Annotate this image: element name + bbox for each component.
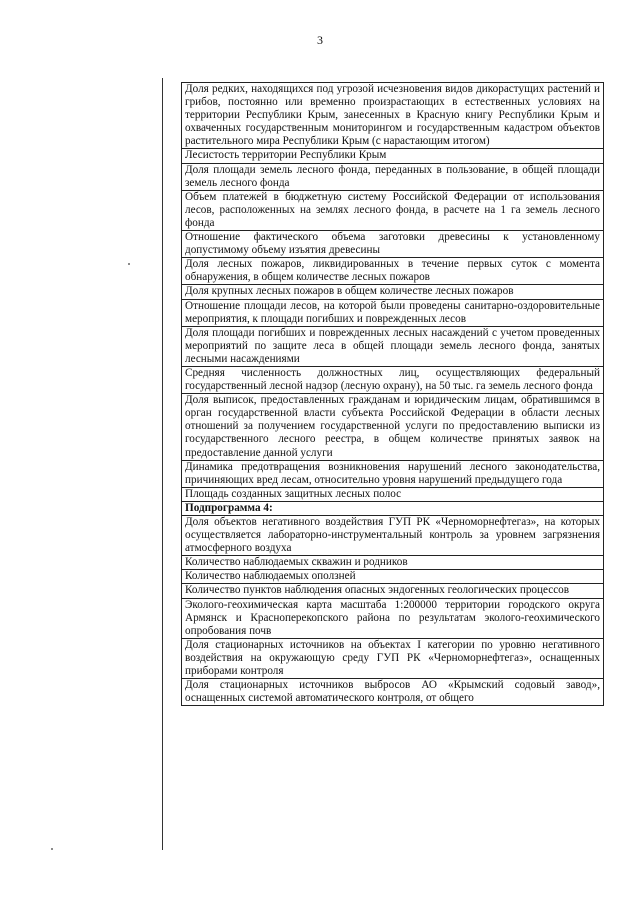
table-row <box>182 83 604 149</box>
indicator-cell: Доля крупных лесных пожаров в общем количестве лесных пожаров <box>182 285 604 299</box>
table-row <box>182 638 604 678</box>
table-row <box>182 487 604 501</box>
table-row <box>182 149 604 163</box>
indicator-cell: Доля площади погибших и поврежденных лесных насаждений с учетом проведенных мероприятий по защите леса в общей площади земель лесного фонда, занятых лесными насаждениями <box>182 326 604 366</box>
scan-speck <box>128 263 130 265</box>
indicator-cell: Количество наблюдаемых оползней <box>182 570 604 584</box>
table-row <box>182 556 604 570</box>
indicator-cell: Количество наблюдаемых скважин и родников <box>182 556 604 570</box>
table-row <box>182 460 604 487</box>
indicator-cell: Доля объектов негативного воздействия ГУП РК «Черноморнефтегаз», на которых осуществляется лабораторно-инструментальный контроль за уровнем загрязнения атмосферного воздуха <box>182 516 604 556</box>
left-margin-rule <box>162 78 163 850</box>
indicator-cell: Доля редких, находящихся под угрозой исчезновения видов дикорастущих растений и грибов, постоянно или временно произрастающих в естественных условиях на территории Республики Крым, занесенных в Красную книгу Республики Крым и охваченных государственным мониторингом и государственным кадастром объектов растительного мира Республики Крым (с нарастающим итогом) <box>182 83 604 149</box>
table-row <box>182 258 604 285</box>
indicator-cell: Объем платежей в бюджетную систему Российской Федерации от использования лесов, расположенных на землях лесного фонда, в расчете на 1 га земель лесного фонда <box>182 190 604 230</box>
table-row <box>182 163 604 190</box>
indicator-cell: Эколого-геохимическая карта масштаба 1:200000 территории городского округа Армянск и Красноперекопского района по результатам эколого-геохимического опробования почв <box>182 598 604 638</box>
table-row <box>182 584 604 598</box>
indicator-cell: Количество пунктов наблюдения опасных эндогенных геологических процессов <box>182 584 604 598</box>
scan-speck <box>51 848 53 850</box>
table-row <box>182 190 604 230</box>
indicator-cell: Доля стационарных источников выбросов АО «Крымский содовый завод», оснащенных системой автоматического контроля, от общего <box>182 679 604 706</box>
table-row <box>182 598 604 638</box>
indicator-cell: Доля лесных пожаров, ликвидированных в течение первых суток с момента обнаружения, в общем количестве лесных пожаров <box>182 258 604 285</box>
indicator-cell: Площадь созданных защитных лесных полос <box>182 487 604 501</box>
indicators-table <box>181 82 604 706</box>
page-number: 3 <box>317 33 323 47</box>
indicator-cell: Динамика предотвращения возникновения нарушений лесного законодательства, причиняющих вред лесам, относительно уровня нарушений предыдущего года <box>182 460 604 487</box>
indicator-cell: Доля выписок, предоставленных гражданам и юридическим лицам, обратившимся в орган государственной власти субъекта Российской Федерации в области лесных отношений за получением государственной услуги по предоставлению выписки из государственного лесного реестра, в общем количестве принятых заявок на предоставление данной услуги <box>182 394 604 460</box>
indicator-cell: Отношение фактического объема заготовки древесины к установленному допустимому объему изъятия древесины <box>182 231 604 258</box>
indicator-cell: Доля площади земель лесного фонда, переданных в пользование, в общей площади земель лесного фонда <box>182 163 604 190</box>
subprogram-heading-cell: Подпрограмма 4: <box>182 501 604 515</box>
table-row <box>182 326 604 366</box>
table-row <box>182 516 604 556</box>
table-row <box>182 394 604 460</box>
table-row <box>182 285 604 299</box>
table-row <box>182 231 604 258</box>
table-row <box>182 501 604 515</box>
indicator-cell: Лесистость территории Республики Крым <box>182 149 604 163</box>
indicator-cell: Средняя численность должностных лиц, осуществляющих федеральный государственный лесной надзор (лесную охрану), на 50 тыс. га земель лесного фонда <box>182 366 604 393</box>
indicator-cell: Отношение площади лесов, на которой были проведены санитарно-оздоровительные мероприятия, к площади погибших и поврежденных лесов <box>182 299 604 326</box>
table-row <box>182 570 604 584</box>
indicators-table-body <box>182 83 604 706</box>
table-row <box>182 679 604 706</box>
table-row <box>182 366 604 393</box>
indicator-cell: Доля стационарных источников на объектах I категории по уровню негативного воздействия на окружающую среду ГУП РК «Черноморнефтегаз», оснащенных приборами контроля <box>182 638 604 678</box>
table-row <box>182 299 604 326</box>
